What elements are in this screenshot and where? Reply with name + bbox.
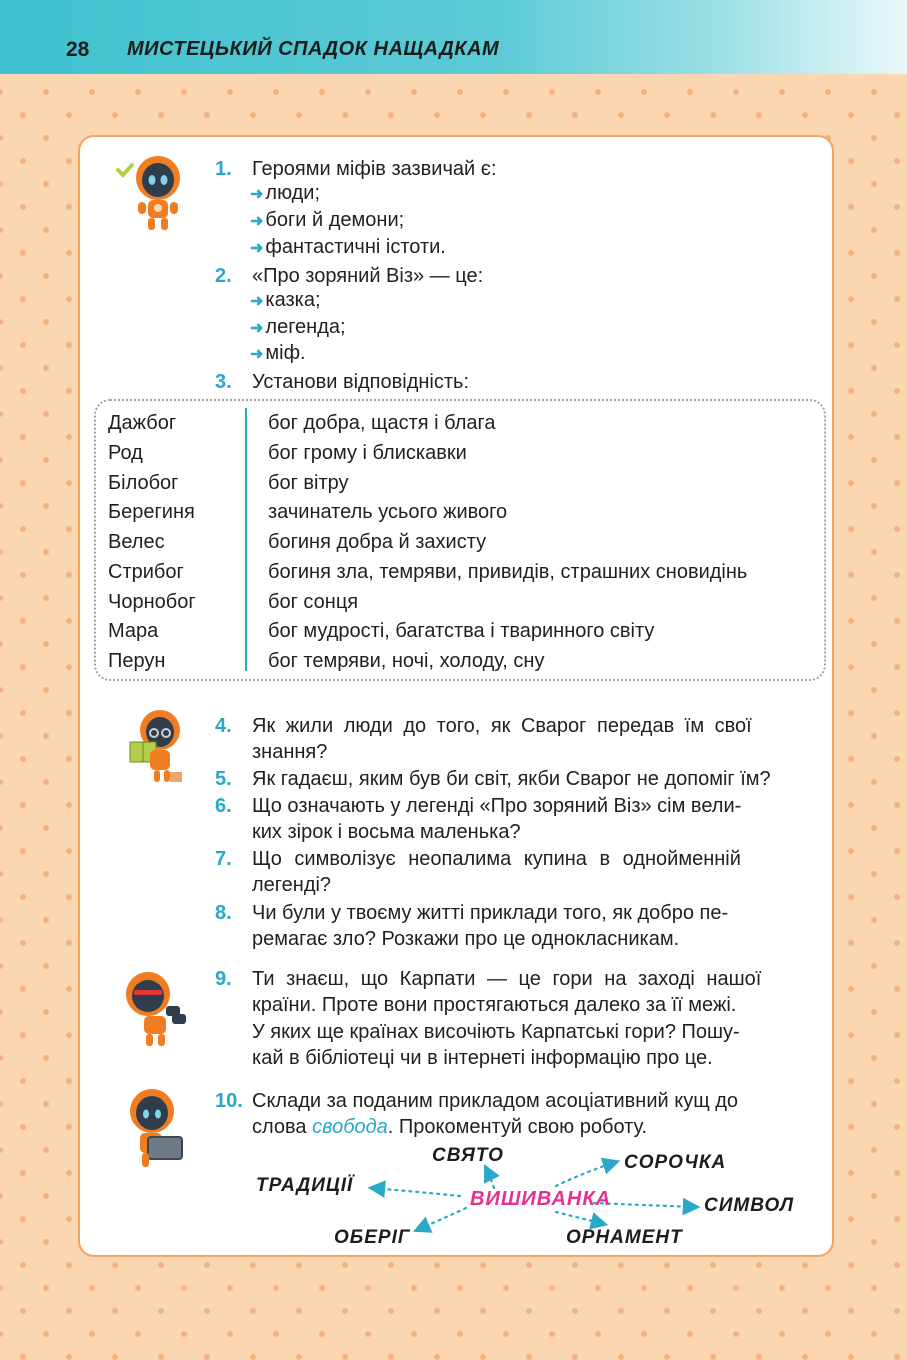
word-sorochka: СОРОЧКА: [624, 1152, 727, 1173]
god-description: зачинатель усього живого: [268, 501, 508, 523]
center-word: ВИШИВАНКА: [470, 1188, 612, 1210]
god-description: бог мудрості, багатства і тваринного світу: [268, 620, 655, 642]
arrow-to-tradytsii: [372, 1188, 460, 1196]
arrow-to-ornament: [556, 1212, 604, 1224]
page-number: 28: [66, 38, 90, 61]
god-description: бог темряви, ночі, холоду, сну: [268, 650, 545, 672]
god-description: богиня добра й захисту: [268, 531, 487, 553]
arrow-icon: ➜: [250, 346, 264, 363]
option: ➜ боги й демони;: [250, 209, 405, 231]
word-ornament: ОРНАМЕНТ: [566, 1227, 683, 1248]
god-name: Стрибог: [108, 561, 184, 583]
god-description: бог вітру: [268, 472, 349, 494]
word-svyato: СВЯТО: [432, 1145, 504, 1166]
god-name: Мара: [108, 620, 159, 642]
word-symvol: СИМВОЛ: [704, 1195, 795, 1216]
option: ➜ фантастичні істоти.: [250, 236, 446, 258]
arrow-icon: ➜: [250, 293, 264, 310]
god-description: бог грому і блискавки: [268, 442, 467, 464]
god-description: бог добра, щастя і блага: [268, 412, 496, 434]
god-description: бог сонця: [268, 591, 359, 613]
god-name: Велес: [108, 531, 165, 553]
arrow-to-sorochka: [556, 1162, 616, 1186]
god-name: Берегиня: [108, 501, 195, 523]
god-name: Дажбог: [108, 412, 177, 434]
arrow-icon: ➜: [250, 213, 264, 230]
option: ➜ казка;: [250, 289, 321, 311]
god-name: Чорнобог: [108, 591, 196, 613]
god-description: богиня зла, темряви, привидів, страшних сновидінь: [268, 561, 748, 583]
word-oberig: ОБЕРІГ: [334, 1227, 411, 1248]
option: ➜ люди;: [250, 182, 321, 204]
god-name: Білобог: [108, 472, 179, 494]
option: ➜ легенда;: [250, 316, 346, 338]
arrow-icon: ➜: [250, 240, 264, 257]
section-title: МИСТЕЦЬКИЙ СПАДОК НАЩАДКАМ: [127, 38, 500, 60]
emphasized-word: свобода: [312, 1116, 388, 1138]
arrow-icon: ➜: [250, 186, 264, 203]
god-name: Перун: [108, 650, 166, 672]
arrow-to-oberig: [417, 1208, 466, 1230]
option: ➜ міф.: [250, 342, 306, 364]
word-tradytsii: ТРАДИЦІЇ: [256, 1175, 354, 1196]
arrow-icon: ➜: [250, 320, 264, 337]
god-name: Род: [108, 442, 143, 464]
arrow-to-svyato: [486, 1168, 494, 1188]
